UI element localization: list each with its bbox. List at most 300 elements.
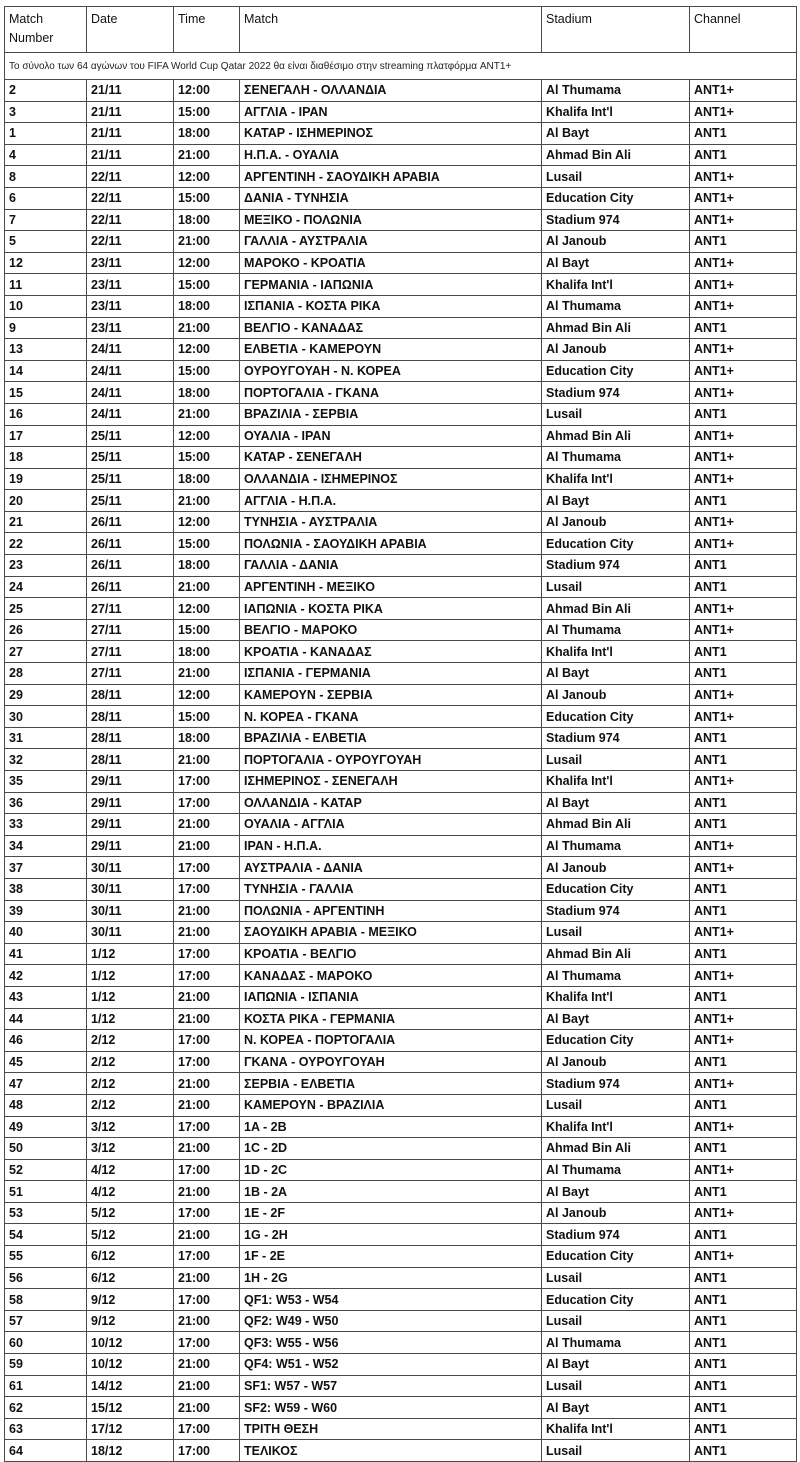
table-row: [5, 684, 797, 706]
cell-match-number: 9: [5, 317, 87, 339]
cell-date: 26/11: [87, 533, 174, 555]
table-row: [5, 641, 797, 663]
cell-time: 21:00: [174, 1094, 240, 1116]
header-channel: Channel: [690, 7, 797, 53]
table-row: [5, 1181, 797, 1203]
cell-time: 15:00: [174, 274, 240, 296]
cell-match: 1A - 2B: [240, 1116, 542, 1138]
cell-match-number: 42: [5, 965, 87, 987]
cell-match: ΟΛΛΑΝΔΙΑ - ΙΣΗΜΕΡΙΝΟΣ: [240, 468, 542, 490]
cell-time: 17:00: [174, 943, 240, 965]
cell-time: 12:00: [174, 166, 240, 188]
cell-channel: ANT1+: [690, 1116, 797, 1138]
cell-match: ΚΟΣΤΑ ΡΙΚΑ - ΓΕΡΜΑΝΙΑ: [240, 1008, 542, 1030]
table-row: [5, 252, 797, 274]
cell-match: ΒΕΛΓΙΟ - ΚΑΝΑΔΑΣ: [240, 317, 542, 339]
table-row: [5, 1138, 797, 1160]
cell-time: 21:00: [174, 1181, 240, 1203]
cell-match-number: 27: [5, 641, 87, 663]
cell-channel: ANT1+: [690, 166, 797, 188]
cell-stadium: Al Janoub: [542, 511, 690, 533]
cell-date: 6/12: [87, 1246, 174, 1268]
cell-time: 21:00: [174, 144, 240, 166]
cell-channel: ANT1+: [690, 468, 797, 490]
cell-channel: ANT1+: [690, 684, 797, 706]
cell-time: 12:00: [174, 80, 240, 102]
table-row: [5, 1310, 797, 1332]
cell-channel: ANT1+: [690, 835, 797, 857]
cell-time: 17:00: [174, 1116, 240, 1138]
cell-date: 10/12: [87, 1354, 174, 1376]
cell-date: 21/11: [87, 123, 174, 145]
cell-date: 27/11: [87, 641, 174, 663]
table-row: [5, 1073, 797, 1095]
cell-match: ΑΥΣΤΡΑΛΙΑ - ΔΑΝΙΑ: [240, 857, 542, 879]
table-row: [5, 295, 797, 317]
cell-stadium: Ahmad Bin Ali: [542, 814, 690, 836]
cell-date: 21/11: [87, 144, 174, 166]
note-section: [5, 53, 797, 80]
cell-match: ΓΕΡΜΑΝΙΑ - ΙΑΠΩΝΙΑ: [240, 274, 542, 296]
cell-date: 4/12: [87, 1159, 174, 1181]
cell-channel: ANT1+: [690, 101, 797, 123]
cell-match-number: 46: [5, 1030, 87, 1052]
cell-match: ΑΡΓΕΝΤΙΝΗ - ΜΕΞΙΚΟ: [240, 576, 542, 598]
cell-channel: ANT1: [690, 1224, 797, 1246]
cell-stadium: Al Janoub: [542, 857, 690, 879]
cell-date: 2/12: [87, 1051, 174, 1073]
cell-stadium: Ahmad Bin Ali: [542, 598, 690, 620]
cell-match-number: 2: [5, 80, 87, 102]
cell-stadium: Al Bayt: [542, 792, 690, 814]
header-match: Match: [240, 7, 542, 53]
cell-channel: ANT1: [690, 1418, 797, 1440]
cell-match-number: 13: [5, 339, 87, 361]
cell-date: 25/11: [87, 447, 174, 469]
cell-match-number: 23: [5, 555, 87, 577]
cell-stadium: Lusail: [542, 1375, 690, 1397]
cell-channel: ANT1: [690, 123, 797, 145]
cell-channel: ANT1: [690, 1332, 797, 1354]
cell-stadium: Khalifa Int'l: [542, 771, 690, 793]
cell-date: 29/11: [87, 771, 174, 793]
cell-stadium: Lusail: [542, 1267, 690, 1289]
cell-date: 14/12: [87, 1375, 174, 1397]
cell-match-number: 1: [5, 123, 87, 145]
table-row: [5, 274, 797, 296]
cell-channel: ANT1+: [690, 187, 797, 209]
cell-match: ΙΡΑΝ - Η.Π.Α.: [240, 835, 542, 857]
cell-stadium: Education City: [542, 878, 690, 900]
cell-stadium: Stadium 974: [542, 1073, 690, 1095]
cell-stadium: Al Thumama: [542, 835, 690, 857]
cell-match-number: 18: [5, 447, 87, 469]
cell-match: 1E - 2F: [240, 1202, 542, 1224]
cell-stadium: Al Thumama: [542, 1332, 690, 1354]
cell-date: 22/11: [87, 166, 174, 188]
cell-stadium: Stadium 974: [542, 727, 690, 749]
cell-match-number: 20: [5, 490, 87, 512]
cell-date: 1/12: [87, 943, 174, 965]
cell-match: QF1: W53 - W54: [240, 1289, 542, 1311]
cell-channel: ANT1+: [690, 857, 797, 879]
cell-match: SF2: W59 - W60: [240, 1397, 542, 1419]
note-row: [5, 53, 797, 80]
cell-match-number: 8: [5, 166, 87, 188]
table-row: [5, 922, 797, 944]
cell-stadium: Ahmad Bin Ali: [542, 943, 690, 965]
cell-match: ΚΡΟΑΤΙΑ - ΚΑΝΑΔΑΣ: [240, 641, 542, 663]
cell-match-number: 24: [5, 576, 87, 598]
cell-stadium: Khalifa Int'l: [542, 468, 690, 490]
cell-channel: ANT1: [690, 317, 797, 339]
cell-channel: ANT1: [690, 900, 797, 922]
cell-match: ΙΣΠΑΝΙΑ - ΚΟΣΤΑ ΡΙΚΑ: [240, 295, 542, 317]
cell-match-number: 15: [5, 382, 87, 404]
cell-match-number: 4: [5, 144, 87, 166]
cell-date: 25/11: [87, 425, 174, 447]
cell-time: 21:00: [174, 1138, 240, 1160]
cell-channel: ANT1+: [690, 1073, 797, 1095]
cell-match: ΙΣΠΑΝΙΑ - ΓΕΡΜΑΝΙΑ: [240, 663, 542, 685]
cell-match: ΙΣΗΜΕΡΙΝΟΣ - ΣΕΝΕΓΑΛΗ: [240, 771, 542, 793]
cell-match-number: 3: [5, 101, 87, 123]
cell-match: ΟΛΛΑΝΔΙΑ - ΚΑΤΑΡ: [240, 792, 542, 814]
cell-channel: ANT1+: [690, 619, 797, 641]
cell-channel: ANT1: [690, 878, 797, 900]
cell-stadium: Al Janoub: [542, 684, 690, 706]
cell-channel: ANT1+: [690, 965, 797, 987]
cell-channel: ANT1: [690, 943, 797, 965]
table-row: [5, 360, 797, 382]
cell-date: 17/12: [87, 1418, 174, 1440]
cell-channel: ANT1+: [690, 1008, 797, 1030]
cell-time: 21:00: [174, 1397, 240, 1419]
cell-time: 17:00: [174, 771, 240, 793]
table-row: [5, 1094, 797, 1116]
cell-date: 23/11: [87, 295, 174, 317]
schedule-table: [4, 6, 797, 1462]
cell-time: 21:00: [174, 900, 240, 922]
cell-channel: ANT1+: [690, 252, 797, 274]
cell-time: 17:00: [174, 1159, 240, 1181]
cell-match: ΠΟΡΤΟΓΑΛΙΑ - ΓΚΑΝΑ: [240, 382, 542, 404]
cell-stadium: Stadium 974: [542, 900, 690, 922]
cell-match: 1H - 2G: [240, 1267, 542, 1289]
cell-match: Ν. ΚΟΡΕΑ - ΠΟΡΤΟΓΑΛΙΑ: [240, 1030, 542, 1052]
cell-date: 23/11: [87, 317, 174, 339]
table-row: [5, 965, 797, 987]
cell-stadium: Al Thumama: [542, 965, 690, 987]
cell-stadium: Stadium 974: [542, 1224, 690, 1246]
cell-time: 15:00: [174, 101, 240, 123]
cell-match-number: 37: [5, 857, 87, 879]
cell-stadium: Education City: [542, 1289, 690, 1311]
cell-stadium: Ahmad Bin Ali: [542, 144, 690, 166]
cell-stadium: Khalifa Int'l: [542, 986, 690, 1008]
cell-date: 4/12: [87, 1181, 174, 1203]
cell-time: 21:00: [174, 1375, 240, 1397]
cell-date: 30/11: [87, 878, 174, 900]
cell-date: 27/11: [87, 619, 174, 641]
cell-match-number: 47: [5, 1073, 87, 1095]
cell-match-number: 48: [5, 1094, 87, 1116]
cell-channel: ANT1+: [690, 360, 797, 382]
cell-time: 21:00: [174, 1267, 240, 1289]
table-row: [5, 619, 797, 641]
cell-date: 28/11: [87, 684, 174, 706]
cell-date: 10/12: [87, 1332, 174, 1354]
cell-stadium: Lusail: [542, 1310, 690, 1332]
table-row: [5, 209, 797, 231]
cell-channel: ANT1+: [690, 1159, 797, 1181]
cell-time: 17:00: [174, 1289, 240, 1311]
cell-time: 15:00: [174, 360, 240, 382]
cell-match-number: 25: [5, 598, 87, 620]
cell-channel: ANT1: [690, 1181, 797, 1203]
cell-time: 21:00: [174, 922, 240, 944]
cell-time: 15:00: [174, 533, 240, 555]
cell-time: 21:00: [174, 317, 240, 339]
cell-match: QF4: W51 - W52: [240, 1354, 542, 1376]
cell-match-number: 31: [5, 727, 87, 749]
cell-match-number: 58: [5, 1289, 87, 1311]
table-row: [5, 101, 797, 123]
cell-channel: ANT1+: [690, 1202, 797, 1224]
table-row: [5, 317, 797, 339]
table-row: [5, 80, 797, 102]
cell-match: ΚΑΜΕΡΟΥΝ - ΣΕΡΒΙΑ: [240, 684, 542, 706]
cell-date: 26/11: [87, 576, 174, 598]
cell-time: 18:00: [174, 382, 240, 404]
cell-match-number: 14: [5, 360, 87, 382]
cell-date: 27/11: [87, 663, 174, 685]
table-row: [5, 447, 797, 469]
table-row: [5, 339, 797, 361]
cell-time: 12:00: [174, 684, 240, 706]
cell-time: 18:00: [174, 123, 240, 145]
table-row: [5, 814, 797, 836]
cell-match: ΙΑΠΩΝΙΑ - ΚΟΣΤΑ ΡΙΚΑ: [240, 598, 542, 620]
cell-date: 24/11: [87, 360, 174, 382]
cell-date: 21/11: [87, 80, 174, 102]
cell-channel: ANT1+: [690, 425, 797, 447]
table-row: [5, 166, 797, 188]
cell-match-number: 36: [5, 792, 87, 814]
cell-time: 21:00: [174, 576, 240, 598]
cell-match-number: 10: [5, 295, 87, 317]
cell-channel: ANT1: [690, 231, 797, 253]
cell-date: 5/12: [87, 1202, 174, 1224]
cell-match: 1G - 2H: [240, 1224, 542, 1246]
cell-time: 17:00: [174, 965, 240, 987]
cell-date: 2/12: [87, 1073, 174, 1095]
table-row: [5, 1418, 797, 1440]
cell-time: 12:00: [174, 425, 240, 447]
cell-time: 21:00: [174, 403, 240, 425]
cell-date: 9/12: [87, 1289, 174, 1311]
cell-stadium: Lusail: [542, 749, 690, 771]
table-row: [5, 727, 797, 749]
cell-match: ΠΟΛΩΝΙΑ - ΣΑΟΥΔΙΚΗ ΑΡΑΒΙΑ: [240, 533, 542, 555]
cell-time: 17:00: [174, 792, 240, 814]
cell-match: ΤΥΝΗΣΙΑ - ΑΥΣΤΡΑΛΙΑ: [240, 511, 542, 533]
cell-match-number: 12: [5, 252, 87, 274]
cell-date: 24/11: [87, 403, 174, 425]
cell-match-number: 11: [5, 274, 87, 296]
table-row: [5, 511, 797, 533]
cell-channel: ANT1+: [690, 447, 797, 469]
table-row: [5, 468, 797, 490]
cell-match-number: 22: [5, 533, 87, 555]
cell-match: ΒΡΑΖΙΛΙΑ - ΕΛΒΕΤΙΑ: [240, 727, 542, 749]
cell-channel: ANT1: [690, 1375, 797, 1397]
cell-date: 1/12: [87, 965, 174, 987]
cell-match: ΠΟΡΤΟΓΑΛΙΑ - ΟΥΡΟΥΓΟΥΑΗ: [240, 749, 542, 771]
cell-match-number: 63: [5, 1418, 87, 1440]
table-row: [5, 857, 797, 879]
cell-time: 17:00: [174, 878, 240, 900]
cell-channel: ANT1: [690, 641, 797, 663]
cell-channel: ANT1: [690, 749, 797, 771]
cell-match-number: 56: [5, 1267, 87, 1289]
cell-time: 17:00: [174, 1202, 240, 1224]
cell-match: ΚΑΤΑΡ - ΣΕΝΕΓΑΛΗ: [240, 447, 542, 469]
cell-match-number: 39: [5, 900, 87, 922]
cell-time: 21:00: [174, 1224, 240, 1246]
cell-match: ΕΛΒΕΤΙΑ - ΚΑΜΕΡΟΥΝ: [240, 339, 542, 361]
table-row: [5, 1159, 797, 1181]
cell-stadium: Khalifa Int'l: [542, 1116, 690, 1138]
cell-match-number: 6: [5, 187, 87, 209]
table-row: [5, 1267, 797, 1289]
cell-match-number: 44: [5, 1008, 87, 1030]
cell-channel: ANT1: [690, 1138, 797, 1160]
cell-match: ΔΑΝΙΑ - ΤΥΝΗΣΙΑ: [240, 187, 542, 209]
cell-stadium: Khalifa Int'l: [542, 641, 690, 663]
cell-stadium: Al Janoub: [542, 1051, 690, 1073]
table-row: [5, 1289, 797, 1311]
cell-stadium: Stadium 974: [542, 382, 690, 404]
cell-time: 17:00: [174, 1246, 240, 1268]
cell-stadium: Ahmad Bin Ali: [542, 1138, 690, 1160]
cell-match: 1B - 2A: [240, 1181, 542, 1203]
cell-channel: ANT1+: [690, 80, 797, 102]
cell-stadium: Education City: [542, 360, 690, 382]
cell-channel: ANT1+: [690, 295, 797, 317]
table-row: [5, 1354, 797, 1376]
cell-stadium: Al Bayt: [542, 1181, 690, 1203]
cell-match-number: 21: [5, 511, 87, 533]
cell-date: 28/11: [87, 749, 174, 771]
cell-stadium: Al Bayt: [542, 663, 690, 685]
table-row: [5, 187, 797, 209]
cell-match: QF2: W49 - W50: [240, 1310, 542, 1332]
cell-match: ΣΕΝΕΓΑΛΗ - ΟΛΛΑΝΔΙΑ: [240, 80, 542, 102]
cell-stadium: Al Janoub: [542, 339, 690, 361]
cell-time: 18:00: [174, 555, 240, 577]
cell-stadium: Al Thumama: [542, 295, 690, 317]
cell-match-number: 52: [5, 1159, 87, 1181]
cell-date: 3/12: [87, 1116, 174, 1138]
table-row: [5, 598, 797, 620]
cell-stadium: Al Thumama: [542, 447, 690, 469]
cell-stadium: Al Janoub: [542, 1202, 690, 1224]
cell-time: 12:00: [174, 598, 240, 620]
cell-time: 18:00: [174, 209, 240, 231]
cell-match-number: 45: [5, 1051, 87, 1073]
cell-match-number: 50: [5, 1138, 87, 1160]
cell-match-number: 35: [5, 771, 87, 793]
cell-channel: ANT1+: [690, 533, 797, 555]
cell-match-number: 41: [5, 943, 87, 965]
cell-time: 21:00: [174, 814, 240, 836]
cell-time: 15:00: [174, 447, 240, 469]
cell-time: 12:00: [174, 252, 240, 274]
table-row: [5, 1051, 797, 1073]
cell-channel: ANT1: [690, 144, 797, 166]
cell-match-number: 43: [5, 986, 87, 1008]
table-row: [5, 576, 797, 598]
cell-channel: ANT1+: [690, 511, 797, 533]
cell-time: 21:00: [174, 1310, 240, 1332]
table-row: [5, 792, 797, 814]
table-row: [5, 425, 797, 447]
cell-channel: ANT1+: [690, 382, 797, 404]
table-row: [5, 1030, 797, 1052]
cell-match: QF3: W55 - W56: [240, 1332, 542, 1354]
cell-match-number: 53: [5, 1202, 87, 1224]
cell-date: 15/12: [87, 1397, 174, 1419]
cell-time: 12:00: [174, 339, 240, 361]
cell-channel: ANT1: [690, 1289, 797, 1311]
cell-date: 22/11: [87, 187, 174, 209]
cell-match-number: 64: [5, 1440, 87, 1462]
cell-match-number: 29: [5, 684, 87, 706]
cell-match: ΟΥΑΛΙΑ - ΙΡΑΝ: [240, 425, 542, 447]
cell-stadium: Al Thumama: [542, 1159, 690, 1181]
cell-match: ΑΡΓΕΝΤΙΝΗ - ΣΑΟΥΔΙΚΗ ΑΡΑΒΙΑ: [240, 166, 542, 188]
cell-match-number: 62: [5, 1397, 87, 1419]
cell-match: ΓΑΛΛΙΑ - ΔΑΝΙΑ: [240, 555, 542, 577]
cell-stadium: Khalifa Int'l: [542, 274, 690, 296]
cell-stadium: Khalifa Int'l: [542, 1418, 690, 1440]
cell-match: ΠΟΛΩΝΙΑ - ΑΡΓΕΝΤΙΝΗ: [240, 900, 542, 922]
cell-date: 2/12: [87, 1094, 174, 1116]
cell-channel: ANT1: [690, 1051, 797, 1073]
streaming-note: Το σύνολο των 64 αγώνων του FIFA World Cup Qatar 2022 θα είναι διαθέσιμο στην streaming πλατφόρμα ANT1+: [5, 53, 797, 80]
table-row: [5, 490, 797, 512]
table-row: [5, 706, 797, 728]
cell-channel: ANT1: [690, 1310, 797, 1332]
cell-stadium: Education City: [542, 706, 690, 728]
cell-match: ΙΑΠΩΝΙΑ - ΙΣΠΑΝΙΑ: [240, 986, 542, 1008]
table-row: [5, 943, 797, 965]
cell-date: 24/11: [87, 382, 174, 404]
cell-stadium: Lusail: [542, 576, 690, 598]
cell-stadium: Al Bayt: [542, 490, 690, 512]
cell-stadium: Stadium 974: [542, 555, 690, 577]
cell-time: 15:00: [174, 619, 240, 641]
cell-channel: ANT1: [690, 555, 797, 577]
cell-channel: ANT1+: [690, 598, 797, 620]
cell-match-number: 32: [5, 749, 87, 771]
cell-match-number: 54: [5, 1224, 87, 1246]
cell-match-number: 55: [5, 1246, 87, 1268]
table-row: [5, 1202, 797, 1224]
cell-date: 9/12: [87, 1310, 174, 1332]
cell-time: 18:00: [174, 727, 240, 749]
